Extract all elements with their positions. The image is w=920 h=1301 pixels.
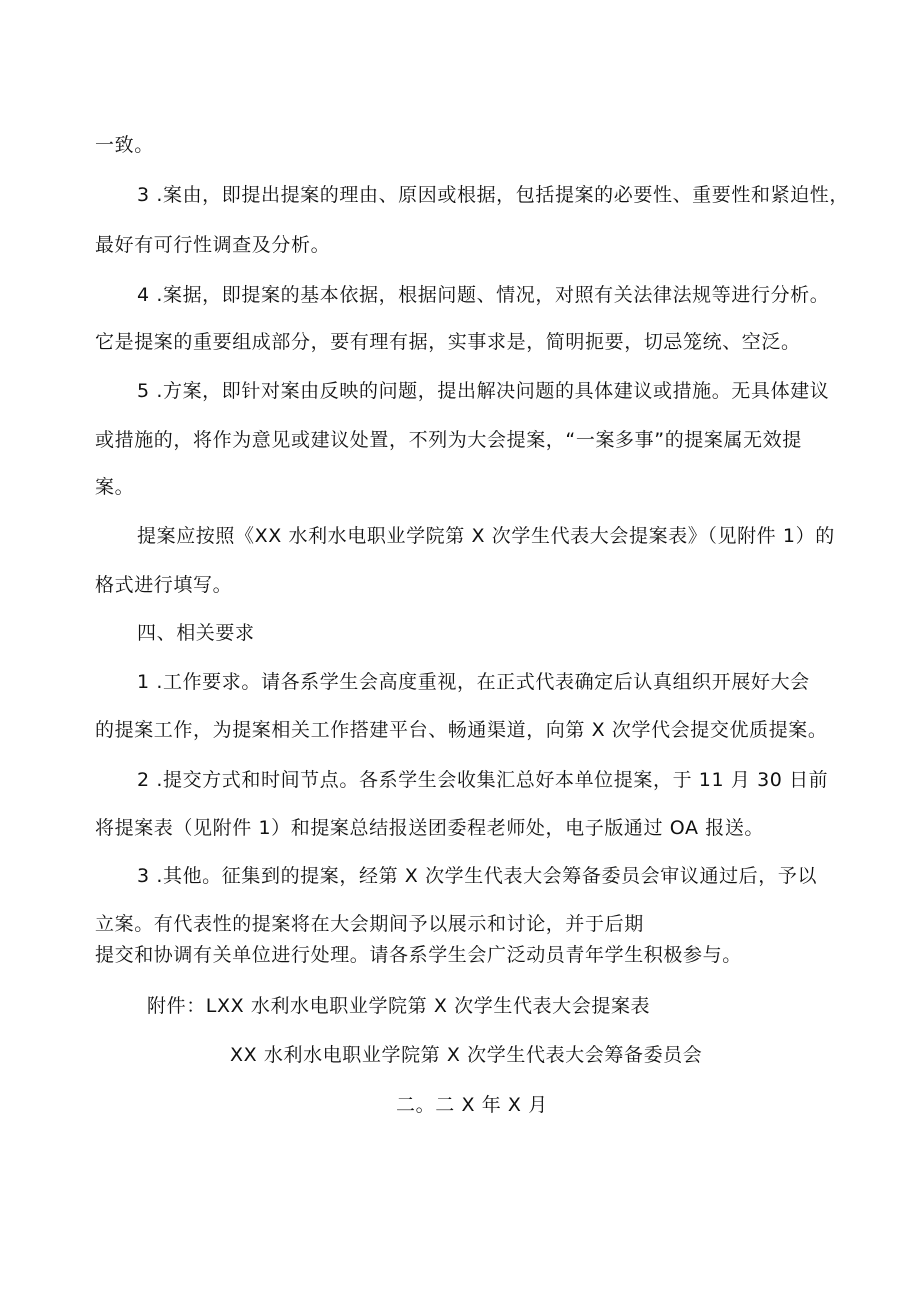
signature-organization: XX 水利水电职业学院第 X 次学生代表大会筹备委员会: [230, 1044, 703, 1066]
text-line: 立案。有代表性的提案将在大会期间予以展示和讨论，并于后期: [95, 913, 644, 935]
text-line: 一致。: [95, 134, 154, 156]
text-line: 3 .其他。征集到的提案，经第 X 次学生代表大会筹备委员会审议通过后，予以: [137, 865, 818, 887]
signature-date: 二。二 X 年 X 月: [396, 1094, 548, 1116]
text-line: 提交和协调有关单位进行处理。请各系学生会广泛动员青年学生积极参与。: [95, 944, 742, 966]
text-line: 案。: [95, 476, 135, 498]
text-line: 1 .工作要求。请各系学生会高度重视，在正式代表确定后认真组织开展好大会: [137, 671, 810, 693]
attachment-line: 附件：LXX 水利水电职业学院第 X 次学生代表大会提案表: [147, 995, 651, 1017]
text-line: 4 .案据，即提案的基本依据，根据问题、情况，对照有关法律法规等进行分析。: [137, 284, 830, 306]
text-line: 提案应按照《XX 水利水电职业学院第 X 次学生代表大会提案表》（见附件 1）的: [137, 525, 835, 547]
text-line: 最好有可行性调查及分析。: [95, 234, 331, 256]
text-line: 或措施的，将作为意见或建议处置，不列为大会提案，“一案多事”的提案属无效提: [95, 429, 802, 451]
section-heading: 四、相关要求: [137, 622, 255, 644]
text-line: 它是提案的重要组成部分，要有理有据，实事求是，简明扼要，切忌笼统、空泛。: [95, 331, 801, 353]
text-line: 5 .方案，即针对案由反映的问题，提出解决问题的具体建议或措施。无具体建议: [137, 380, 830, 402]
text-line: 3 .案由，即提出提案的理由、原因或根据，包括提案的必要性、重要性和紧迫性，: [137, 184, 849, 206]
text-line: 2 .提交方式和时间节点。各系学生会收集汇总好本单位提案，于 11 月 30 日前: [137, 769, 829, 791]
text-line: 格式进行填写。: [95, 574, 233, 596]
text-line: 的提案工作，为提案相关工作搭建平台、畅通渠道，向第 X 次学代会提交优质提案。: [95, 719, 828, 741]
text-line: 将提案表（见附件 1）和提案总结报送团委程老师处，电子版通过 OA 报送。: [95, 817, 765, 839]
